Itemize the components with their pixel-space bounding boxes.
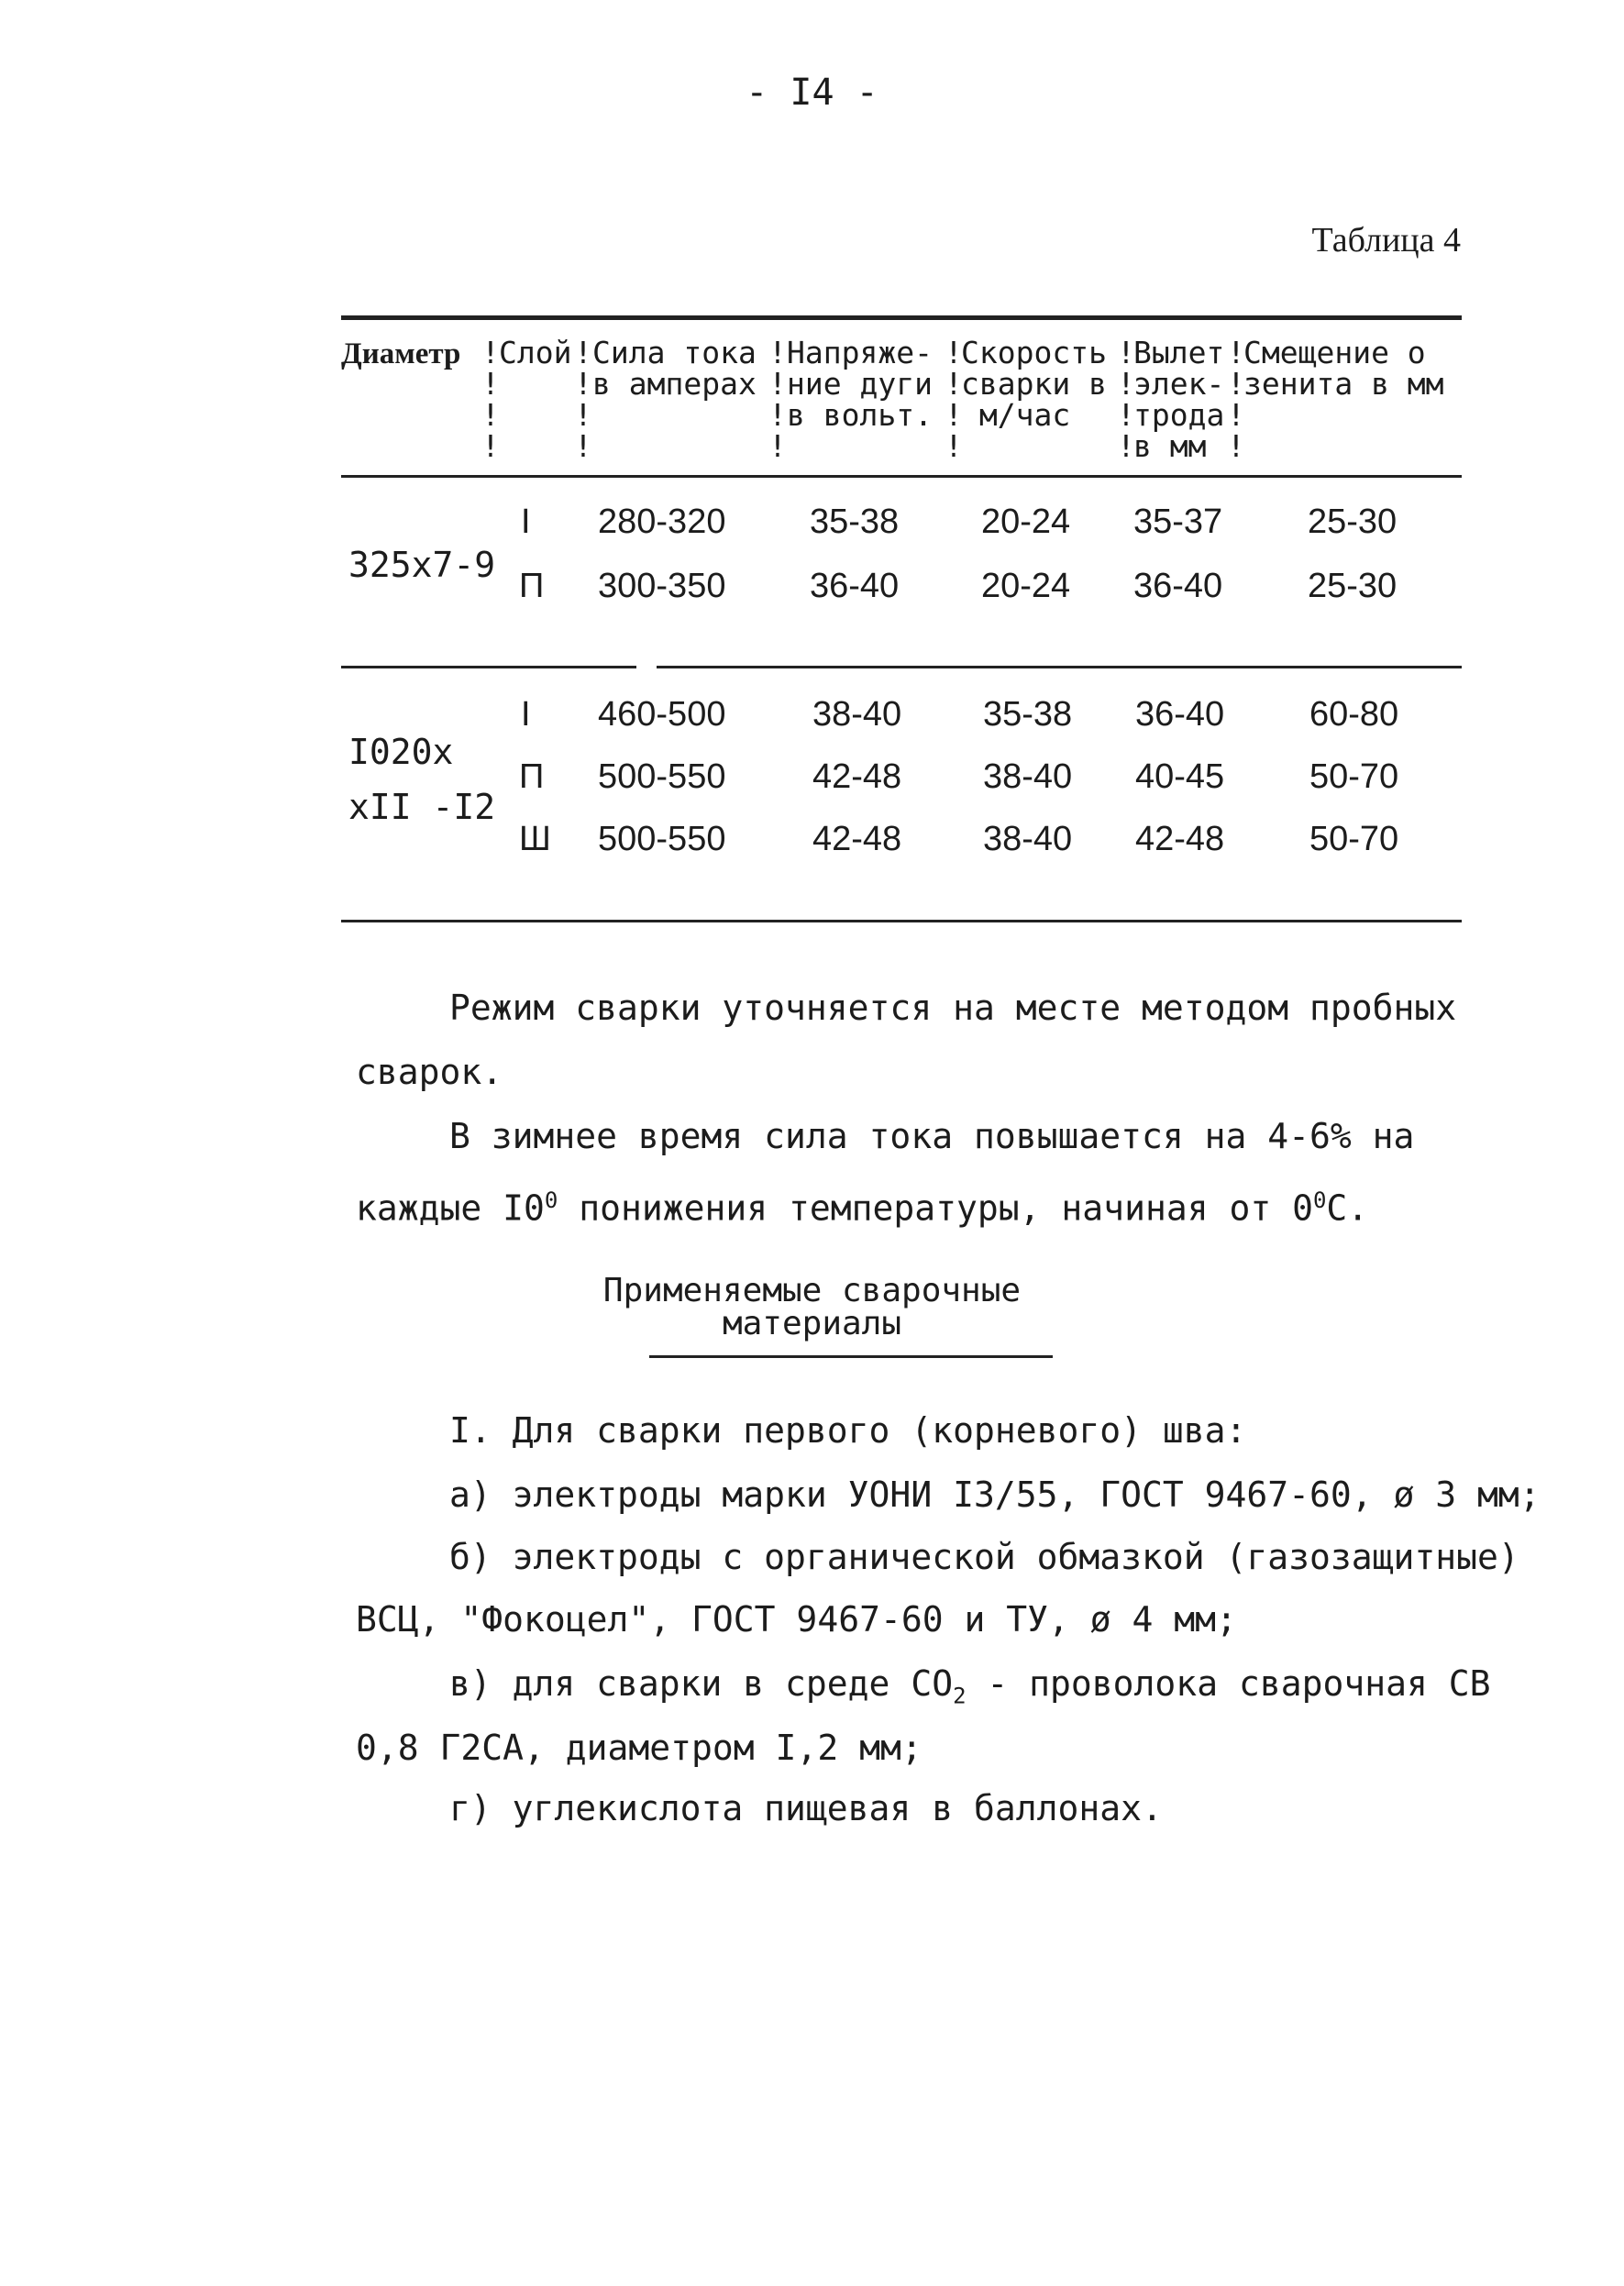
current-cell: 300-350 bbox=[598, 567, 726, 605]
voltage-cell: 42-48 bbox=[812, 820, 902, 858]
header-separators-1: ! ! ! ! bbox=[481, 335, 500, 464]
speed-cell: 20-24 bbox=[981, 567, 1071, 605]
offset-cell: 50-70 bbox=[1309, 757, 1399, 796]
offset-cell: 50-70 bbox=[1309, 820, 1399, 858]
list-item-1: I. Для сварки первого (корневого) шва: bbox=[449, 1410, 1247, 1451]
header-separators-5: ! ! ! ! bbox=[1117, 335, 1135, 464]
offset-cell: 25-30 bbox=[1308, 567, 1398, 605]
header-separators-3: ! ! ! ! bbox=[768, 335, 787, 464]
layer-cell: Ш bbox=[519, 820, 551, 858]
stickout-cell: 42-48 bbox=[1135, 820, 1225, 858]
speed-cell: 35-38 bbox=[983, 695, 1073, 734]
paragraph-winter-current: В зимнее время сила тока повышается на 4-6% на каждые $I0^0$ понижения температуры, начиная от $0^0С$. bbox=[356, 1116, 1415, 1229]
speed-cell: 38-40 bbox=[983, 820, 1073, 858]
list-item-b: б) электроды с органической обмазкой (газозащитные) bbox=[449, 1537, 1519, 1577]
header-current: Сила тока в амперах bbox=[592, 335, 757, 402]
table-caption: Таблица 4 bbox=[1311, 221, 1461, 260]
diameter-cell: I020x xII -I2 bbox=[348, 732, 496, 827]
layer-cell: I bbox=[521, 695, 531, 734]
paragraph-welding-mode: Режим сварки уточняется на месте методом пробных сварок. bbox=[356, 988, 1457, 1092]
voltage-cell: 35-38 bbox=[810, 502, 900, 541]
speed-cell: 20-24 bbox=[981, 502, 1071, 541]
current-cell: 460-500 bbox=[598, 695, 726, 734]
section-heading: Применяемые сварочные материалы bbox=[602, 1272, 1022, 1342]
layer-cell: П bbox=[519, 567, 545, 605]
header-separators-2: ! ! ! ! bbox=[574, 335, 592, 464]
table-group-divider bbox=[341, 666, 1462, 668]
header-separators-6: ! ! ! ! bbox=[1227, 335, 1245, 464]
table-top-rule bbox=[341, 315, 1462, 320]
header-offset: Смещение о зенита в мм bbox=[1243, 335, 1444, 402]
page-number: - I4 - bbox=[746, 72, 878, 114]
current-cell: 500-550 bbox=[598, 757, 726, 796]
list-item-v: в) для сварки в среде $СО_2$ - проволока сварочная СВ bbox=[449, 1663, 1491, 1709]
header-stickout: Вылет элек- трода в мм bbox=[1133, 335, 1225, 464]
speed-cell: 38-40 bbox=[983, 757, 1073, 796]
header-speed: Скорость сварки в м/час bbox=[961, 335, 1107, 433]
header-diameter: Диаметр bbox=[341, 337, 461, 370]
stickout-cell: 35-37 bbox=[1133, 502, 1223, 541]
table-bottom-rule bbox=[341, 920, 1462, 922]
header-voltage: Напряже- ние дуги в вольт. bbox=[787, 335, 933, 433]
layer-cell: П bbox=[519, 757, 545, 796]
header-separators-4: ! ! ! ! bbox=[945, 335, 963, 464]
voltage-cell: 38-40 bbox=[812, 695, 902, 734]
stickout-cell: 40-45 bbox=[1135, 757, 1225, 796]
list-item-b-continued: ВСЦ, "Фокоцел", ГОСТ 9467-60 и ТУ, ø 4 мм; bbox=[356, 1599, 1237, 1640]
layer-cell: I bbox=[521, 502, 531, 541]
list-item-a: а) электроды марки УОНИ I3/55, ГОСТ 9467-60, ø 3 мм; bbox=[449, 1474, 1541, 1515]
offset-cell: 60-80 bbox=[1309, 695, 1399, 734]
diameter-cell: 325x7-9 bbox=[348, 545, 496, 585]
voltage-cell: 36-40 bbox=[810, 567, 900, 605]
table-header-rule bbox=[341, 475, 1462, 478]
current-cell: 280-320 bbox=[598, 502, 726, 541]
list-item-v-continued: 0,8 Г2СА, диаметром I,2 мм; bbox=[356, 1728, 922, 1768]
stickout-cell: 36-40 bbox=[1135, 695, 1225, 734]
heading-underline bbox=[649, 1355, 1053, 1358]
stickout-cell: 36-40 bbox=[1133, 567, 1223, 605]
offset-cell: 25-30 bbox=[1308, 502, 1398, 541]
list-item-g: г) углекислота пищевая в баллонах. bbox=[449, 1788, 1163, 1828]
voltage-cell: 42-48 bbox=[812, 757, 902, 796]
header-layer: Слой bbox=[499, 335, 572, 370]
current-cell: 500-550 bbox=[598, 820, 726, 858]
